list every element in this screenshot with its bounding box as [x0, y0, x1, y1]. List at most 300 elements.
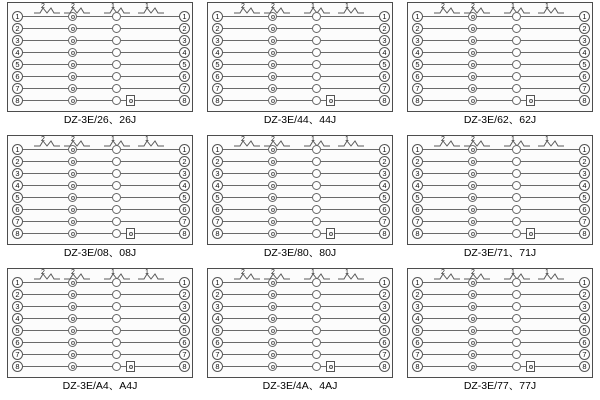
- wire-segment: [23, 76, 68, 77]
- terminal-left-1[interactable]: 1: [212, 277, 223, 288]
- contact-node[interactable]: [468, 326, 477, 335]
- terminal-right-2[interactable]: 2: [379, 289, 390, 300]
- terminal-right-1[interactable]: 1: [579, 144, 590, 155]
- terminal-right-7[interactable]: 7: [579, 349, 590, 360]
- terminal-left-7[interactable]: 7: [412, 216, 423, 227]
- contact-node[interactable]: [112, 24, 121, 33]
- contact-node[interactable]: [68, 350, 77, 359]
- terminal-right-5[interactable]: 5: [179, 192, 190, 203]
- contact-node[interactable]: [268, 229, 277, 238]
- terminal-left-1[interactable]: 1: [412, 277, 423, 288]
- terminal-right-8[interactable]: 8: [579, 228, 590, 239]
- contact-node[interactable]: [312, 350, 321, 359]
- terminal-left-2[interactable]: 2: [412, 156, 423, 167]
- terminal-right-3[interactable]: 3: [579, 168, 590, 179]
- contact-node[interactable]: [312, 302, 321, 311]
- terminal-right-7[interactable]: 7: [379, 349, 390, 360]
- contact-node[interactable]: [312, 326, 321, 335]
- terminal-right-3[interactable]: 3: [379, 168, 390, 179]
- terminal-right-3[interactable]: 3: [579, 35, 590, 46]
- contact-node[interactable]: [512, 338, 521, 347]
- contact-node[interactable]: [68, 314, 77, 323]
- contact-node[interactable]: [268, 157, 277, 166]
- contact-node[interactable]: [512, 326, 521, 335]
- terminal-right-6[interactable]: 6: [579, 337, 590, 348]
- terminal-left-2[interactable]: 2: [412, 289, 423, 300]
- terminal-left-8[interactable]: 8: [12, 228, 23, 239]
- terminal-right-6[interactable]: 6: [179, 204, 190, 215]
- contact-node[interactable]: [468, 314, 477, 323]
- terminal-right-7[interactable]: 7: [179, 83, 190, 94]
- contact-node[interactable]: [68, 48, 77, 57]
- contact-node[interactable]: [268, 24, 277, 33]
- contact-node[interactable]: [68, 193, 77, 202]
- contact-node[interactable]: [312, 229, 321, 238]
- contact-node[interactable]: [268, 169, 277, 178]
- terminal-left-8[interactable]: 8: [412, 361, 423, 372]
- terminal-right-5[interactable]: 5: [579, 325, 590, 336]
- wire-segment: [521, 294, 579, 295]
- contact-node[interactable]: [312, 362, 321, 371]
- terminal-left-1[interactable]: 1: [12, 277, 23, 288]
- terminal-left-6[interactable]: 6: [412, 71, 423, 82]
- terminal-left-6[interactable]: 6: [12, 337, 23, 348]
- terminal-right-5[interactable]: 5: [379, 59, 390, 70]
- wire-segment: [321, 209, 379, 210]
- terminal-left-7[interactable]: 7: [212, 83, 223, 94]
- terminal-right-1[interactable]: 1: [379, 11, 390, 22]
- terminal-right-8[interactable]: 8: [179, 95, 190, 106]
- terminal-left-4[interactable]: 4: [212, 313, 223, 324]
- contact-node[interactable]: [68, 60, 77, 69]
- contact-node[interactable]: [312, 314, 321, 323]
- contact-node[interactable]: [268, 314, 277, 323]
- terminal-right-8[interactable]: 8: [579, 361, 590, 372]
- terminal-left-8[interactable]: 8: [412, 95, 423, 106]
- contact-node[interactable]: [468, 338, 477, 347]
- terminal-right-4[interactable]: 4: [179, 47, 190, 58]
- terminal-left-1[interactable]: 1: [212, 144, 223, 155]
- contact-node[interactable]: [512, 350, 521, 359]
- terminal-right-4[interactable]: 4: [379, 47, 390, 58]
- contact-node[interactable]: [112, 96, 121, 105]
- terminal-left-5[interactable]: 5: [412, 192, 423, 203]
- terminal-right-8[interactable]: 8: [179, 361, 190, 372]
- contact-node[interactable]: [312, 205, 321, 214]
- contact-node[interactable]: [268, 96, 277, 105]
- terminal-left-4[interactable]: 4: [12, 180, 23, 191]
- terminal-right-7[interactable]: 7: [379, 216, 390, 227]
- contact-node[interactable]: [312, 169, 321, 178]
- terminal-right-4[interactable]: 4: [579, 180, 590, 191]
- contact-node[interactable]: [312, 217, 321, 226]
- contact-node[interactable]: [268, 338, 277, 347]
- terminal-right-6[interactable]: 6: [379, 337, 390, 348]
- terminal-left-1[interactable]: 1: [412, 144, 423, 155]
- contact-node[interactable]: [268, 72, 277, 81]
- contact-node[interactable]: [68, 290, 77, 299]
- terminal-left-2[interactable]: 2: [12, 156, 23, 167]
- terminal-right-5[interactable]: 5: [379, 325, 390, 336]
- contact-node[interactable]: [68, 84, 77, 93]
- terminal-left-8[interactable]: 8: [212, 361, 223, 372]
- contact-node[interactable]: [268, 205, 277, 214]
- terminal-left-3[interactable]: 3: [12, 35, 23, 46]
- contact-node[interactable]: [268, 278, 277, 287]
- terminal-left-8[interactable]: 8: [412, 228, 423, 239]
- contact-node[interactable]: [68, 362, 77, 371]
- terminal-right-6[interactable]: 6: [379, 71, 390, 82]
- terminal-right-2[interactable]: 2: [579, 289, 590, 300]
- terminal-left-5[interactable]: 5: [212, 59, 223, 70]
- contact-node[interactable]: [68, 36, 77, 45]
- terminal-right-6[interactable]: 6: [579, 204, 590, 215]
- terminal-right-4[interactable]: 4: [179, 313, 190, 324]
- relay-panel-dz-3e-08: [7, 135, 193, 245]
- contact-node[interactable]: [112, 145, 121, 154]
- terminal-left-4[interactable]: 4: [12, 313, 23, 324]
- terminal-right-6[interactable]: 6: [379, 204, 390, 215]
- contact-node[interactable]: [468, 145, 477, 154]
- contact-node[interactable]: [268, 36, 277, 45]
- contact-node[interactable]: [468, 36, 477, 45]
- contact-node[interactable]: [312, 72, 321, 81]
- contact-node[interactable]: [312, 181, 321, 190]
- contact-node[interactable]: [112, 314, 121, 323]
- terminal-right-3[interactable]: 3: [379, 301, 390, 312]
- terminal-left-2[interactable]: 2: [212, 289, 223, 300]
- terminal-left-6[interactable]: 6: [412, 337, 423, 348]
- contact-node[interactable]: [112, 84, 121, 93]
- terminal-right-2[interactable]: 2: [579, 156, 590, 167]
- terminal-left-2[interactable]: 2: [412, 23, 423, 34]
- terminal-right-4[interactable]: 4: [379, 180, 390, 191]
- terminal-right-8[interactable]: 8: [179, 228, 190, 239]
- terminal-left-7[interactable]: 7: [412, 83, 423, 94]
- terminal-left-6[interactable]: 6: [212, 337, 223, 348]
- terminal-left-5[interactable]: 5: [412, 325, 423, 336]
- contact-node[interactable]: [112, 338, 121, 347]
- terminal-right-3[interactable]: 3: [179, 35, 190, 46]
- contact-node[interactable]: [68, 205, 77, 214]
- contact-node[interactable]: [468, 181, 477, 190]
- contact-node[interactable]: [468, 157, 477, 166]
- terminal-left-3[interactable]: 3: [412, 301, 423, 312]
- terminal-left-5[interactable]: 5: [212, 192, 223, 203]
- contact-node[interactable]: [512, 48, 521, 57]
- contact-node[interactable]: [468, 290, 477, 299]
- contact-node[interactable]: [68, 96, 77, 105]
- terminal-right-2[interactable]: 2: [179, 289, 190, 300]
- terminal-right-3[interactable]: 3: [179, 301, 190, 312]
- contact-node[interactable]: [512, 60, 521, 69]
- contact-node[interactable]: [112, 181, 121, 190]
- terminal-right-1[interactable]: 1: [579, 277, 590, 288]
- terminal-left-5[interactable]: 5: [12, 325, 23, 336]
- terminal-left-8[interactable]: 8: [212, 95, 223, 106]
- terminal-right-7[interactable]: 7: [179, 349, 190, 360]
- terminal-right-3[interactable]: 3: [579, 301, 590, 312]
- contact-node[interactable]: [312, 12, 321, 21]
- terminal-left-4[interactable]: 4: [412, 180, 423, 191]
- terminal-right-1[interactable]: 1: [379, 144, 390, 155]
- contact-node[interactable]: [268, 362, 277, 371]
- terminal-left-5[interactable]: 5: [212, 325, 223, 336]
- wire-segment: [321, 342, 379, 343]
- contact-node[interactable]: [268, 60, 277, 69]
- contact-node[interactable]: [512, 12, 521, 21]
- terminal-right-2[interactable]: 2: [379, 156, 390, 167]
- terminal-right-2[interactable]: 2: [379, 23, 390, 34]
- contact-node[interactable]: [312, 48, 321, 57]
- terminal-left-1[interactable]: 1: [12, 144, 23, 155]
- terminal-right-2[interactable]: 2: [179, 23, 190, 34]
- terminal-left-3[interactable]: 3: [212, 35, 223, 46]
- contact-node[interactable]: [512, 278, 521, 287]
- terminal-right-8[interactable]: 8: [379, 228, 390, 239]
- terminal-left-5[interactable]: 5: [412, 59, 423, 70]
- contact-node[interactable]: [112, 36, 121, 45]
- contact-node[interactable]: [512, 362, 521, 371]
- contact-node[interactable]: [112, 72, 121, 81]
- terminal-right-1[interactable]: 1: [179, 277, 190, 288]
- terminal-left-3[interactable]: 3: [212, 301, 223, 312]
- terminal-left-7[interactable]: 7: [412, 349, 423, 360]
- contact-node[interactable]: [68, 326, 77, 335]
- terminal-right-2[interactable]: 2: [579, 23, 590, 34]
- coil-label: 2: [441, 3, 445, 10]
- contact-node[interactable]: [68, 217, 77, 226]
- terminal-left-6[interactable]: 6: [12, 204, 23, 215]
- terminal-left-1[interactable]: 1: [212, 11, 223, 22]
- terminal-right-3[interactable]: 3: [179, 168, 190, 179]
- contact-node[interactable]: [512, 169, 521, 178]
- contact-node[interactable]: [512, 290, 521, 299]
- terminal-left-5[interactable]: 5: [12, 59, 23, 70]
- contact-node[interactable]: [312, 157, 321, 166]
- terminal-right-7[interactable]: 7: [179, 216, 190, 227]
- terminal-right-3[interactable]: 3: [379, 35, 390, 46]
- terminal-right-8[interactable]: 8: [379, 95, 390, 106]
- terminal-left-4[interactable]: 4: [212, 47, 223, 58]
- terminal-left-1[interactable]: 1: [12, 11, 23, 22]
- contact-node[interactable]: [468, 205, 477, 214]
- contact-node[interactable]: [468, 229, 477, 238]
- terminal-left-3[interactable]: 3: [412, 35, 423, 46]
- contact-node[interactable]: [68, 302, 77, 311]
- contact-node[interactable]: [112, 362, 121, 371]
- terminal-left-7[interactable]: 7: [212, 349, 223, 360]
- terminal-left-7[interactable]: 7: [12, 83, 23, 94]
- contact-node[interactable]: [512, 205, 521, 214]
- contact-node[interactable]: [468, 24, 477, 33]
- contact-node[interactable]: [68, 24, 77, 33]
- terminal-right-5[interactable]: 5: [579, 192, 590, 203]
- terminal-right-6[interactable]: 6: [579, 71, 590, 82]
- contact-node[interactable]: [312, 36, 321, 45]
- contact-node[interactable]: [112, 48, 121, 57]
- contact-node[interactable]: [112, 350, 121, 359]
- contact-node[interactable]: [268, 48, 277, 57]
- terminal-left-5[interactable]: 5: [12, 192, 23, 203]
- contact-node[interactable]: [468, 12, 477, 21]
- contact-node[interactable]: [68, 12, 77, 21]
- terminal-left-3[interactable]: 3: [12, 301, 23, 312]
- contact-node[interactable]: [68, 72, 77, 81]
- contact-node[interactable]: [112, 326, 121, 335]
- contact-node[interactable]: [468, 193, 477, 202]
- terminal-left-4[interactable]: 4: [412, 313, 423, 324]
- coil-label: 1: [545, 269, 549, 276]
- contact-node[interactable]: [468, 96, 477, 105]
- terminal-left-8[interactable]: 8: [212, 228, 223, 239]
- contact-node[interactable]: [512, 157, 521, 166]
- terminal-right-1[interactable]: 1: [579, 11, 590, 22]
- contact-node[interactable]: [112, 169, 121, 178]
- terminal-right-1[interactable]: 1: [379, 277, 390, 288]
- terminal-left-8[interactable]: 8: [12, 361, 23, 372]
- terminal-left-7[interactable]: 7: [12, 216, 23, 227]
- contact-node[interactable]: [468, 60, 477, 69]
- contact-node[interactable]: [268, 12, 277, 21]
- contact-node[interactable]: [112, 157, 121, 166]
- contact-node[interactable]: [112, 12, 121, 21]
- contact-node[interactable]: [312, 278, 321, 287]
- diagram-cell: [0, 0, 200, 133]
- contact-node[interactable]: [468, 362, 477, 371]
- terminal-left-3[interactable]: 3: [12, 168, 23, 179]
- contact-node[interactable]: [312, 60, 321, 69]
- contact-node[interactable]: [68, 338, 77, 347]
- terminal-left-6[interactable]: 6: [212, 71, 223, 82]
- contact-node[interactable]: [268, 181, 277, 190]
- contact-node[interactable]: [112, 278, 121, 287]
- terminal-right-5[interactable]: 5: [179, 59, 190, 70]
- terminal-right-4[interactable]: 4: [179, 180, 190, 191]
- contact-node[interactable]: [268, 193, 277, 202]
- contact-node[interactable]: [268, 145, 277, 154]
- contact-node[interactable]: [468, 72, 477, 81]
- contact-node[interactable]: [468, 350, 477, 359]
- contact-node[interactable]: [68, 278, 77, 287]
- contact-node[interactable]: [268, 84, 277, 93]
- terminal-right-8[interactable]: 8: [379, 361, 390, 372]
- contact-node[interactable]: [312, 290, 321, 299]
- contact-node[interactable]: [312, 24, 321, 33]
- contact-node[interactable]: [312, 84, 321, 93]
- terminal-right-1[interactable]: 1: [179, 144, 190, 155]
- contact-node[interactable]: [512, 36, 521, 45]
- terminal-right-2[interactable]: 2: [179, 156, 190, 167]
- contact-node[interactable]: [68, 145, 77, 154]
- terminal-right-6[interactable]: 6: [179, 71, 190, 82]
- terminal-right-5[interactable]: 5: [179, 325, 190, 336]
- terminal-left-2[interactable]: 2: [12, 289, 23, 300]
- contact-node[interactable]: [68, 169, 77, 178]
- terminal-right-7[interactable]: 7: [579, 216, 590, 227]
- terminal-left-8[interactable]: 8: [12, 95, 23, 106]
- contact-node[interactable]: [468, 169, 477, 178]
- terminal-right-4[interactable]: 4: [579, 47, 590, 58]
- terminal-left-4[interactable]: 4: [12, 47, 23, 58]
- terminal-right-4[interactable]: 4: [579, 313, 590, 324]
- contact-node[interactable]: [512, 193, 521, 202]
- contact-node[interactable]: [512, 24, 521, 33]
- terminal-left-6[interactable]: 6: [212, 204, 223, 215]
- contact-node[interactable]: [312, 338, 321, 347]
- contact-node[interactable]: [312, 145, 321, 154]
- contact-node[interactable]: [468, 84, 477, 93]
- contact-node[interactable]: [512, 181, 521, 190]
- contact-node[interactable]: [512, 72, 521, 81]
- terminal-right-6[interactable]: 6: [179, 337, 190, 348]
- terminal-left-6[interactable]: 6: [12, 71, 23, 82]
- contact-node[interactable]: [268, 326, 277, 335]
- terminal-right-5[interactable]: 5: [579, 59, 590, 70]
- terminal-left-6[interactable]: 6: [412, 204, 423, 215]
- contact-node[interactable]: [512, 217, 521, 226]
- contact-node[interactable]: [68, 181, 77, 190]
- contact-node[interactable]: [112, 302, 121, 311]
- terminal-left-3[interactable]: 3: [412, 168, 423, 179]
- contact-node[interactable]: [468, 217, 477, 226]
- contact-node[interactable]: [468, 48, 477, 57]
- terminal-right-7[interactable]: 7: [379, 83, 390, 94]
- coil-label: 2: [271, 269, 275, 276]
- terminal-left-1[interactable]: 1: [412, 11, 423, 22]
- contact-node[interactable]: [112, 193, 121, 202]
- terminal-right-4[interactable]: 4: [379, 313, 390, 324]
- contact-node[interactable]: [512, 96, 521, 105]
- contact-node[interactable]: [512, 229, 521, 238]
- contact-node[interactable]: [512, 314, 521, 323]
- contact-node[interactable]: [268, 217, 277, 226]
- wire-segment: [277, 161, 312, 162]
- terminal-left-4[interactable]: 4: [212, 180, 223, 191]
- contact-node[interactable]: [68, 229, 77, 238]
- contact-node[interactable]: [512, 302, 521, 311]
- terminal-right-7[interactable]: 7: [579, 83, 590, 94]
- terminal-left-4[interactable]: 4: [412, 47, 423, 58]
- contact-node[interactable]: [312, 193, 321, 202]
- contact-node[interactable]: [268, 290, 277, 299]
- contact-node[interactable]: [512, 84, 521, 93]
- contact-node[interactable]: [468, 302, 477, 311]
- terminal-right-5[interactable]: 5: [379, 192, 390, 203]
- terminal-left-7[interactable]: 7: [212, 216, 223, 227]
- terminal-right-8[interactable]: 8: [579, 95, 590, 106]
- contact-node[interactable]: [112, 217, 121, 226]
- contact-node[interactable]: [68, 157, 77, 166]
- terminal-left-7[interactable]: 7: [12, 349, 23, 360]
- contact-node[interactable]: [312, 96, 321, 105]
- relay-panel-dz-3e-a4: [7, 268, 193, 378]
- contact-node[interactable]: [112, 229, 121, 238]
- terminal-right-1[interactable]: 1: [179, 11, 190, 22]
- terminal-left-2[interactable]: 2: [212, 156, 223, 167]
- contact-node[interactable]: [112, 205, 121, 214]
- terminal-left-3[interactable]: 3: [212, 168, 223, 179]
- terminal-left-2[interactable]: 2: [212, 23, 223, 34]
- contact-node[interactable]: [468, 278, 477, 287]
- contact-node[interactable]: [268, 350, 277, 359]
- contact-node[interactable]: [112, 60, 121, 69]
- terminal-left-2[interactable]: 2: [12, 23, 23, 34]
- wire-segment: [477, 28, 512, 29]
- contact-node[interactable]: [512, 145, 521, 154]
- contact-node[interactable]: [268, 302, 277, 311]
- contact-node[interactable]: [112, 290, 121, 299]
